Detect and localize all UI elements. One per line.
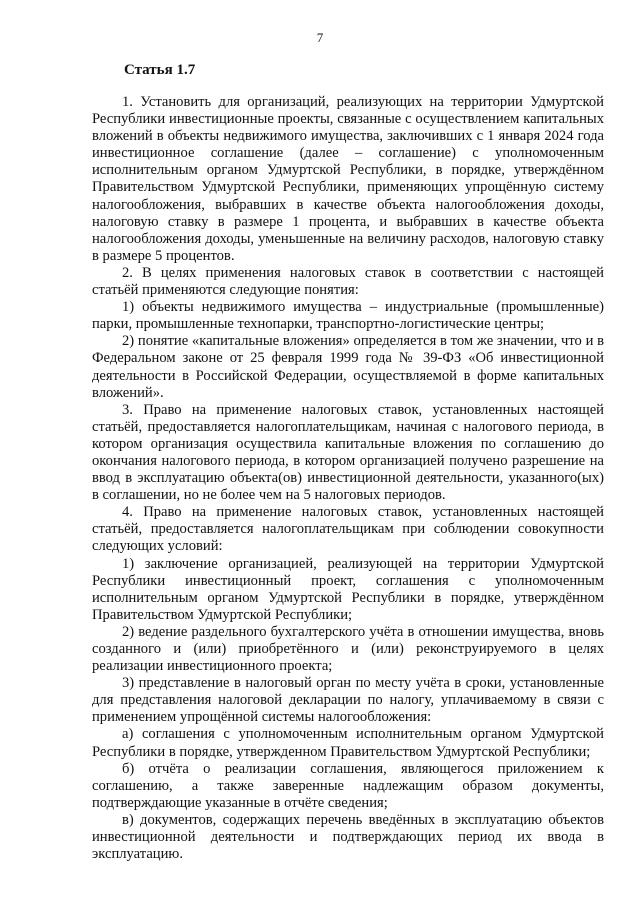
paragraph-4-item-3-sub-c: в) документов, содержащих перечень введённых в эксплуатацию объектов инвестиционной деятельности и подтверждающих период их ввода в эксплуатацию. — [92, 811, 604, 863]
paragraph-2: 2. В целях применения налоговых ставок в соответствии с настоящей статьёй применяются следующие понятия: — [92, 264, 604, 299]
paragraph-2-item-1: 1) объекты недвижимого имущества – индустриальные (промышленные) парки, промышленные технопарки, транспортно-логистические центры; — [92, 299, 604, 333]
paragraph-4-item-2: 2) ведение раздельного бухгалтерского учёта в отношении имущества, вновь созданного и (или) приобретённого и (или) реконструируемого в целях реализации инвестиционного проекта; — [92, 623, 604, 675]
paragraph-4-item-3: 3) представление в налоговый орган по месту учёта в сроки, установленные для представления налоговой декларации по налогу, уплачиваемому в связи с применением упрощённой системы налогообложения: — [92, 675, 604, 726]
paragraph-4-item-3-sub-a: а) соглашения с уполномоченным исполнительным органом Удмуртской Республики в порядке, утвержденном Правительством Удмуртской Республики; — [92, 726, 604, 760]
page-number: 7 — [316, 30, 324, 45]
paragraph-4: 4. Право на применение налоговых ставок, установленных настоящей статьёй, предоставляется налогоплательщикам при соблюдении совокупности следующих условий: — [92, 504, 604, 555]
article-body — [92, 94, 604, 863]
article-title: Статья 1.7 — [124, 62, 196, 78]
paragraph-1: 1. Установить для организаций, реализующих на территории Удмуртской Республики инвестиционные проекты, связанные с осуществлением капитальных вложений в объекты недвижимого имущества, заключивших с 1 января 2024 года инвестиционное соглашение (далее – соглашение) с уполномоченным исполнительным органом Удмуртской Республики, в порядке, утверждённом Правительством Удмуртской Республики, применяющих упрощённую систему налогообложения, выбравших в качестве объекта налогообложения доходы, налоговую ставку в размере 1 процента, и выбравших в качестве объекта налогообложения доходы, уменьшенные на величину расходов, налоговую ставку в размере 5 процентов. — [92, 94, 604, 264]
paragraph-2-item-2: 2) понятие «капитальные вложения» определяется в том же значении, что и в Федеральном законе от 25 февраля 1999 года № 39-ФЗ «Об инвестиционной деятельности в Российской Федерации, осуществляемой в форме капитальных вложений». — [92, 333, 604, 401]
paragraph-4-item-3-sub-b: б) отчёта о реализации соглашения, являющегося приложением к соглашению, а также заверенные надлежащим образом документы, подтверждающие указанные в отчёте сведения; — [92, 760, 604, 811]
paragraph-4-item-1: 1) заключение организацией, реализующей на территории Удмуртской Республики инвестиционный проект, соглашения с уполномоченным исполнительным органом Удмуртской Республики в порядке, утверждённом Правительством Удмуртской Республики; — [92, 555, 604, 623]
paragraph-3: 3. Право на применение налоговых ставок, установленных настоящей статьёй, предоставляется налогоплательщикам, начиная с налогового периода, в котором организация осуществила капитальные вложения по соглашению до окончания налогового периода, в котором организацией получено разрешение на ввод в эксплуатацию объекта(ов) инвестиционной деятельности, указанного(ых) в соглашении, но не более чем на 5 налоговых периодов. — [92, 401, 604, 504]
